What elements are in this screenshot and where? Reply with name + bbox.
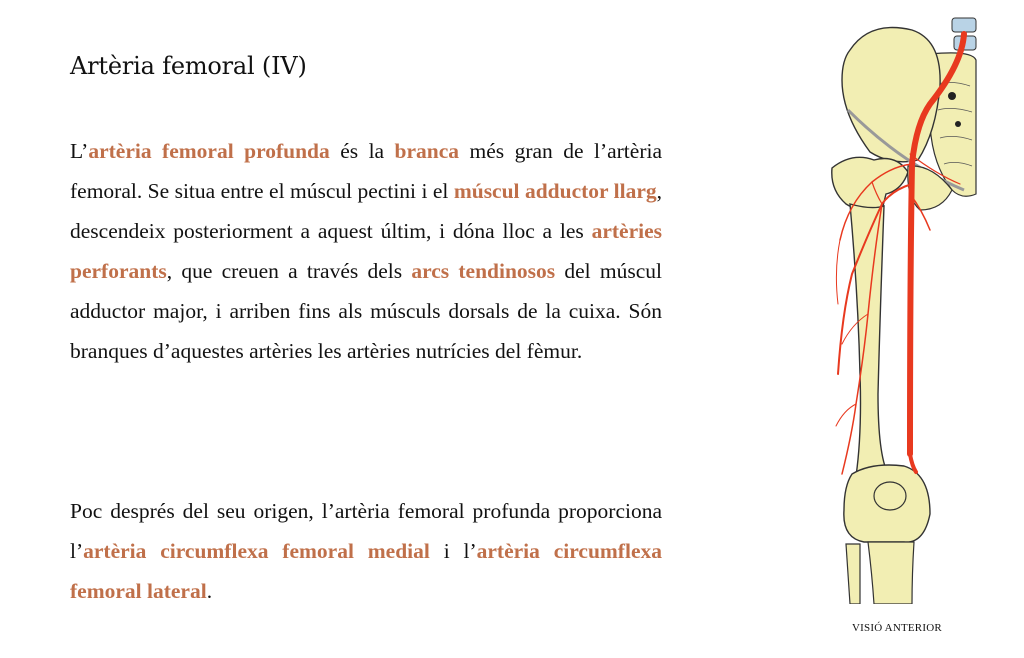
femoral-artery-illustration: [812, 14, 980, 604]
paragraph-profunda: [70, 131, 662, 371]
page-title: Artèria femoral (IV): [70, 52, 307, 80]
highlighted-term: artèries perforants: [70, 219, 662, 283]
highlighted-term: artèria femoral profunda: [88, 139, 330, 163]
figure-caption: VISIÓ ANTERIOR: [852, 622, 942, 634]
paragraph-text: del múscul adductor major, i arriben fins als músculs dorsals de la cuixa. Són branques d’aquestes artèries les artèries nutrícies del fèmur.: [70, 259, 662, 363]
fibula: [846, 544, 860, 604]
highlighted-term: múscul adductor llarg: [453, 179, 657, 203]
highlighted-term: arcs tendinosos: [411, 259, 556, 283]
paragraph-text: , que creuen a través dels: [166, 259, 412, 283]
paragraph-text: Poc després del seu origen, l’artèria femoral profunda proporciona l’: [70, 499, 662, 563]
highlighted-term: artèria circumflexa femoral medial: [83, 539, 430, 563]
paragraph-text: i l’: [429, 539, 477, 563]
paragraph-text: , descendeix posteriorment a aquest últim, i dóna lloc a les: [70, 179, 662, 243]
patella: [874, 482, 906, 510]
paragraph-circumflex: [70, 491, 662, 611]
tibia: [868, 542, 914, 604]
highlighted-term: branca: [394, 139, 460, 163]
paragraph-text: .: [206, 579, 213, 603]
paragraph-text: L’: [70, 139, 89, 163]
highlighted-term: artèria circumflexa femoral lateral: [70, 539, 662, 603]
femur-shaft: [850, 204, 888, 476]
ilium-bone: [842, 28, 940, 162]
paragraph-text: més gran de l’artèria femoral. Se situa entre el múscul pectini i el: [70, 139, 662, 203]
paragraph-text: és la: [329, 139, 395, 163]
